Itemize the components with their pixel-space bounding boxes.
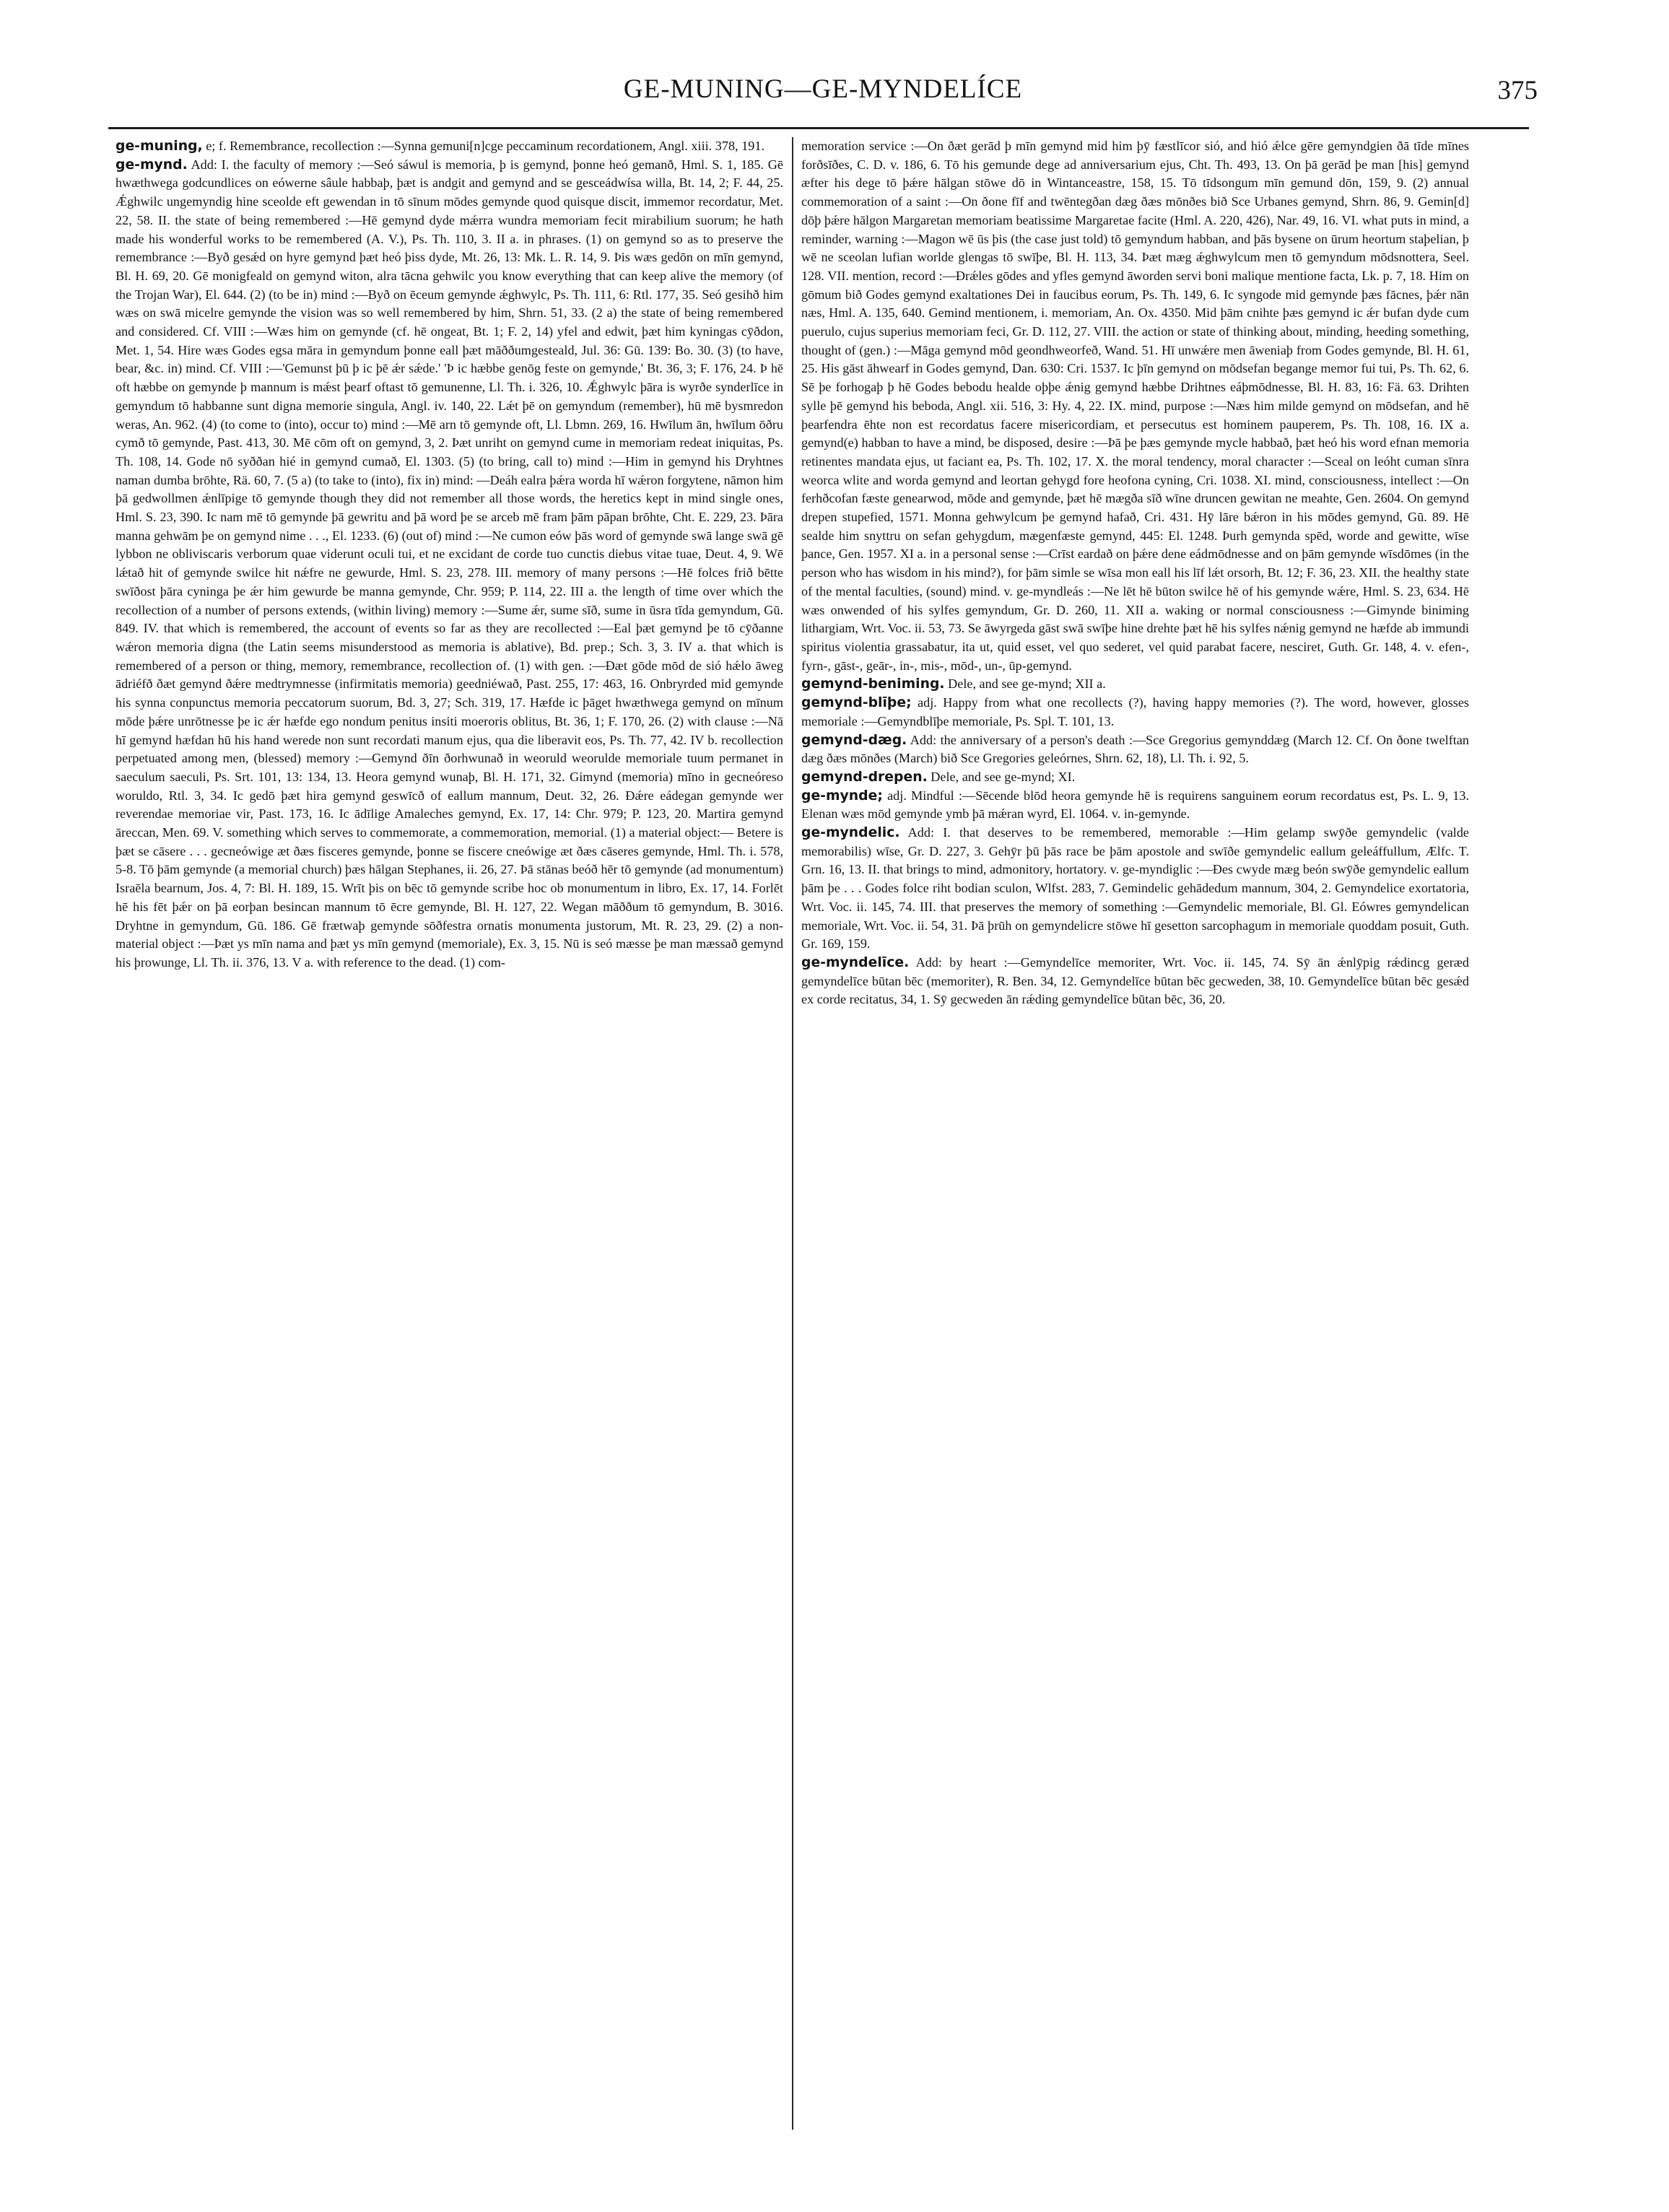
dictionary-entry [116,156,783,972]
entry-text: adj. Mindful :—Sēcende blōd heora gemynde hē is requirens sanguinem eorum recordatus est, Ps. L. 9, 13. Elenan wæs mōd gemynde ymb þā mǽran wyrd, El. 1064. v. in-gemynde. [801,788,1469,822]
right-column [801,137,1469,2130]
entry-headword: ge-mynde; [801,788,883,804]
entry-headword: ge-myndelīce. [801,954,910,970]
entry-text: Dele, and see ge-mynd; XI. [931,769,1076,784]
dictionary-entry [801,787,1469,824]
entry-headword: ge-myndelic. [801,825,900,841]
entry-headword: ge-muning, [116,139,203,154]
entry-headword: gemynd-beniming. [801,676,945,692]
entry-text: memoration service :—On ðæt gerād þ mīn gemynd mid him þȳ fæstlīcor sió, and hió ǽlce gēre gemyndgien ðā tīde mīnes forðsīðes, C. D. v. 186, 6. Tō his gemunde dege ad anniversarium ejus, Cht. Th. 493, 13. On þā gerād þe man [his] gemynd æfter his dege tō þǽre hālgan stōwe dō in Wintanceastre, 158, 15. Tō tīdsongum mīn gemund dōn, 159, 9. (2) annual commemoration of a saint :—On ðone fīf and twēntegðan dæg ðæs mōnðes bið Sce Urbanes gemynd, Shrn. 86, 9. Gemin[d] dōþ þǽre hālgon Margaretan memoriam beatissime Margaretae facite (Hml. A. 220, 426), Nar. 49, 16. VI. what puts in mind, a reminder, warning :—Magon wē ūs þis (the case just told) tō gemyndum habban, and þās bysene on ūrum heortum staþelian, þ wē ne sceolan lufian worlde glengas tō swīþe, Bl. H. 113, 34. Þæt mæg ǽghwylcum men tō gemyndum mōdsnottera, Seel. 128. VII. mention, record :—Ðrǽles gōdes and yfles gemynd āworden servi boni malique mentione facta, Lk. p. 7, 18. Him on gōmum bið Godes gemynd exaltationes Dei in faucibus eorum, Ps. Th. 149, 6. Ic syngode mid gemynde þæs fācnes, þǽr nān næs, Hml. A. 135, 640. Gemind mentionem, i. memoriam, An. Ox. 4350. Mid þām cnihte þæs gemynd ic ǽr bufan dyde cum puerulo, cujus superius memoriam feci, Gr. D. 112, 27. VIII. the action or state of thinking about, minding, heeding something, thought of (gen.) :—Māga gemynd mōd geondhweorfeð, Wand. 51. Hī unwǽre men āweniaþ from Godes gemynde, Bl. H. 61, 25. His gāst āhwearf in Godes gemynd, Dan. 630: Cri. 1537. Ic þīn gemynd on mōdsefan begange memor fui tui, Ps. Th. 62, 6. Sē þe forhogaþ þ hē Godes bebodu healde oþþe ǽnig gemynd hæbbe Drihtnes eáþmōdnesse, Bl. H. 83, 16: Fä. 63. Drihten sylle þē gemynd his beboda, Angl. xii. 516, 3: Hy. 4, 22. IX. mind, purpose :—Næs him milde gemynd on mōdsefan, and hē þearfendra ēhte non est recordatus facere misericordiam, et persecutus est hominem pauperem, Ps. Th. 108, 16. IX a. gemynd(e) habban to have a mind, be disposed, desire :—Þā þe þæs gemynde mycle habbað, þæt heó his word efnan memoria retinentes mandata ejus, ut faciant ea, Ps. Th. 102, 17. X. the moral tendency, moral character :—Sceal on leóht cuman sīnra weorca wlite and worda gemynd and leortan gehygd fore heofona cyning, Cri. 1038. XI. mind, consciousness, intellect :—On ferhðcofan fæste genearwod, mōde and gemynde, þæt hē mægða sīð wīne druncen gewitan ne meahte, Gen. 2604. On gemynd drepen stupefied, 1571. Monna gehwylcum þe gemynd hafað, Cri. 431. Hȳ lāre bǽron in his mōdes gemynd, Gū. 89. Hē sealde him snyttru on sefan gehygdum, mægenfæste gemynd, 445: El. 1248. Þurh gemynda spēd, worde and gewitte, wīse þance, Gen. 1957. XI a. in a personal sense :—Crīst eardað on þǽre dene eádmōdnesse and on þām gemynde wīsdōmes (in the person who has wisdom in his mind?), for þām simle se wīsa mon eall his līf lǽt orsorh, Bt. 12; F. 36, 23. XII. the healthy state of the mental faculties, (sound) mind. v. ge-myndleás :—Ne lēt hē būton swilce hē of his gemynde wǽre, Hml. S. 23, 634. Hē wæs onwended of his sylfes gemyndum, Gr. D. 260, 11. XII a. waking or normal consciousness :—Gimynde biniming lithargiam, Wrt. Voc. ii. 53, 73. Se āwyrgeda gāst swā swīþe hine drehte þæt hē his sylfes nǽnig gemynd ne hæfde ab immundi spiritus violentia grassabatur, ita ut, quid esset, vel quo sederet, vel quid parabat facere, nesciret, Guth. Gr. 148, 4. v. efen-, fyrn-, gāst-, geār-, in-, mis-, mōd-, un-, ūp-gemynd. [801,139,1469,673]
entry-text: Add: the anniversary of a person's death :—Sce Gregorius gemynddæg (March 12. Cf. On ðone twelftan dæg ðæs mōnðes (March) bið Sce Gregories geleórnes, Shrn. 62, 18), Ll. Th. i. 92, 5. [801,732,1469,766]
entry-headword: gemynd-drepen. [801,769,928,785]
entry-text: adj. Happy from what one recollects (?), having happy memories (?). The word, however, glosses memoriale :—Gemyndblīþe memoriale, Ps. Spl. T. 101, 13. [801,695,1469,728]
entry-text: Add: by heart :—Gemyndelīce memoriter, Wrt. Voc. ii. 145, 74. Sȳ ān ǽnlȳpig rǽdincg geræd gemyndelīce būtan bēc (memoriter), R. Ben. 34, 12. Gemyndelīce būtan bēc gecweden, 38, 10. Gemyndelīce būtan bēc gesǽd ex corde recitatus, 34, 1. Sȳ gecweden ān rǽding gemyndelīce būtan bēc, 36, 20. [801,954,1469,1007]
entry-text: e; f. Remembrance, recollection :—Synna gemuni[n]cge peccaminum recordationem, Angl. xiii. 378, 191. [206,139,764,153]
left-column [116,137,783,2130]
entry-headword: ge-mynd. [116,157,188,173]
header-rule [108,127,1529,129]
dictionary-entry [801,824,1469,954]
dictionary-entry [801,954,1469,1009]
dictionary-entry [801,137,1469,675]
dictionary-entry [801,768,1469,787]
entry-text: Add: I. that deserves to be remembered, memorable :—Him gelamp swȳðe gemyndelic (valde memorabilis) wīse, Gr. D. 227, 3. Gehȳr þū þās race be þām apostole and swīðe gemyndelic eallum geleáffullum, Ælfc. T. Grn. 16, 13. II. that brings to mind, admonitory, hortatory. v. ge-myndiglic :—Ðes cwyde mæg beón swȳðe gemyndelic eallum þām þe . . . Godes folce riht bodian sculon, Wlfst. 283, 7. Gemindelic gehādedum mannum, 304, 2. Gemyndelice exortatoria, Wrt. Voc. ii. 145, 74. III. that preserves the memory of something :—Gemyndelic memoriale, Bl. Gl. Eówres gemyndelican memoriale, Wrt. Voc. ii. 54, 31. Þā þrūh on gemyndelicre stōwe hī gesetton sarcophagum in memoriale quoddam posuit, Guth. Gr. 169, 159. [801,825,1469,952]
entry-text: Add: I. the faculty of memory :—Seó sáwul is memoria, þ is gemynd, þonne heó gemanð, Hml. S. 1, 185. Gē hwæthwega godcundlices on eówerne sâule habbaþ, þæt is andgit and gemynd and se gesceádwísa willa, Bt. 14, 2; F. 44, 25. Ǽghwilc ungemyndig hine sceolde eft gewendan in tō sīnum mōdes gemynde quod quisque discit, immemor recordatur, Met. 22, 58. II. the state of being remembered :—Hē gemynd dyde mǽrra wundra memoriam fecit mirabilium suorum; he hath made his wonderful works to be remembered (A. V.), Ps. Th. 110, 3. II a. in phrases. (1) on gemynd so as to preserve the remembrance :—Byð gesǽd on hyre gemynd þæt heó þiss dyde, Mt. 26, 13: Mk. L. R. 14, 9. Þis wæs gedōn on mīn gemynd, Bl. H. 69, 20. Gē monigfeald on gemynd witon, alra tācna gehwilc you know everything that can keep alive the memory (of the Trojan War), El. 644. (2) (to be in) mind :—Byð on ēceum gemynde ǽghwylc, Ps. Th. 111, 6: Rtl. 177, 35. Seó gesihð him wæs on swā micelre gemynde the vision was so well remembered by him, Shrn. 51, 33. (2 a) the state of being remembered and considered. Cf. VIII :—Wæs him on gemynde (cf. hē ongeat, Bt. 1; F. 2, 14) yfel and edwit, þæt him kyningas cȳðdon, Met. 1, 54. Hire wæs Godes egsa māra in gemyndum þonne eall þæt māððumgesteald, Jul. 36: Gū. 139: Bo. 30. (3) (to have, bear, &c. in) mind. Cf. VIII :—'Gemunst þū þ ic þē ǽr sǽde.' 'Þ ic hæbbe genōg feste on gemynde,' Bt. 36, 3; F. 176, 24. Þ hē oft hæbbe on gemynde þ mannum is mǽst þearf oftast tō gemunenne, Ll. Th. i. 326, 10. Ǽghwylc þāra is wyrðe synderlīce in gemyndum tō habbanne sunt digna memorie singula, Angl. iv. 140, 22. Lǽt þē on gemyndum (remember), hū mē bysmredon weras, An. 962. (4) (to come to (into), occur to) mind :—Mē arn tō gemynde oft, Ll. Lbmn. 269, 16. Hwīlum ān, hwīlum ōðru cymð tō gemynde, Past. 413, 30. Mē cōm oft on gemynd, 3, 2. Þæt unriht on gemynd cume in memoriam redeat iniquitas, Ps. Th. 108, 14. Gode nō syððan hié in gemynd cumað, El. 1303. (5) (to bring, call to) mind :—Him in gemynd his Dryhtnes naman dumba brōhte, Rä. 60, 7. (5 a) (to take to (into), fix in) mind: —Deáh ealra þǽra worda hī wǽron forgytene, nāmon him þā gedwollmen ǽnlīpige tō gemynde though they did not remember all those words, the heretics kept in mind single ones, Hml. S. 23, 390. Ic nam mē tō gemynde þā gewritu and þā word þe se arceb mē fram þām pāpan brōhte, Cht. E. 229, 23. Þāra manna gehwām þe on gemynd nime . . ., El. 1233. (6) (out of) mind :—Ne cumon eów þās word of gemynde swā lange swā gē lybbon ne obliviscaris verborum quae viderunt oculi tui, et ne excidant de corde tuo cunctis diebus vitae tuae, Deut. 4, 9. Wē lǽtað hit of gemynde swilce hit nǽfre ne gewurde, Hml. S. 23, 278. III. memory of many persons :—Hē folces frið bētte swīðost þāra cyninga þe ǽr him gewurde be manna gemynde, Chr. 959; P. 114, 22. III a. the length of time over which the recollection of a number of persons extends, (within living) memory :—Sume ǽr, sume sīð, sume in ūsra tīda gemyndum, Gū. 849. IV. that which is remembered, the account of events so far as they are recollected :—Eal þæt gemynd þe tō cȳðanne wǽron memoria digna (the Latin seems misunderstood as memoria is ablative), Bd. prep.; Sch. 3, 3. IV a. that which is remembered of a person or thing, memory, remembrance, recollection of. (1) with gen. :—Ðæt gōde mōd de sió hǽlo āweg ādriéfð ðæt gemynd ðǽre medtrymnesse (infirmitatis memoria) geedniéwað, Past. 255, 17: 463, 16. Onbryrded mid gemynde his synna conpunctus memoria peccatorum suorum, Bd. 3, 27; Sch. 319, 17. Hæfde ic þāget hwæthwega gemynd on mīnum mōde þǽre unrōtnesse þe ic ǽr hæfde ego nondum penitus insiti moeroris oblitus, Bt. 36, 1; F. 170, 26. (2) with clause :—Nā hī gemynd hæfdan hū his hand werede non sunt recordati manum ejus, qua die liberavit eos, Ps. Th. 77, 42. IV b. recollection perpetuated among men, (blessed) memory :—Gemynd ðīn ðorhwunað in weoruld weorulde memoriale tuum permanet in saeculum saeculi, Ps. Srt. 101, 13: 134, 13. Heora gemynd wunaþ, Bl. H. 171, 32. Gimynd (memoria) mīno in gecneóreso woruldo, Rtl. 3, 34. Ic gedō þæt hira gemynd geswīcð of eallum mannum, Deut. 32, 26. Ðǽre eádegan gemynde wer reverendae memoriae vir, Past. 173, 16. Ic ādīlige Amaleches gemynd, Ex. 17, 14: Chr. 979; P. 123, 20. Martira gemynd āreccan, Men. 69. V. something which serves to commemorate, a commemoration, memorial. (1) a material object:— Betere is þæt se cāsere . . . gecneówige æt ðæs fisceres gemynde, þonne se fiscere cneówige æt ðæs cāseres gemynde, Hml. Th. i. 578, 5-8. Tō þām gemynde (a memorial church) þæs hālgan Stephanes, ii. 26, 27. Þā stānas beóð hēr tō gemynde (ad monumentum) Israēla bearnum, Jos. 4, 7: Bl. H. 189, 15. Wrīt þis on bēc tō gemynde scribe hoc ob monumentum in libro, Ex. 17, 14. Forlēt hē his fēt þǽr on þā eorþan besincan mannum tō ēcre gemynde, Bl. H. 127, 22. Wegan māððum tō gemyndum, B. 3016. Dryhtne in gemyndum, Gū. 186. Gē frætwaþ gemynde sōðfestra ornatis monumenta justorum, Mt. R. 23, 29. (2) a non-material object :—Þæt ys mīn nama and þæt ys mīn gemynd (memoriale), Ex. 3, 15. Nū is seó mæsse þe man mæssað gemynd his þrowunge, Ll. Th. ii. 376, 13. V a. with reference to the dead. (1) com- [116,157,783,970]
dictionary-entry [801,694,1469,731]
dictionary-entry [801,731,1469,768]
entry-headword: gemynd-dæg. [801,732,907,748]
dictionary-entry [801,675,1469,694]
page-number: 375 [1497,76,1538,105]
dictionary-entry [116,137,783,156]
column-divider [792,137,793,2130]
running-title: GE-MUNING—GE-MYNDELÍCE [623,74,1023,104]
entry-text: Dele, and see ge-mynd; XII a. [948,676,1106,692]
entry-headword: gemynd-blīþe; [801,695,912,711]
page-header [108,74,1538,127]
